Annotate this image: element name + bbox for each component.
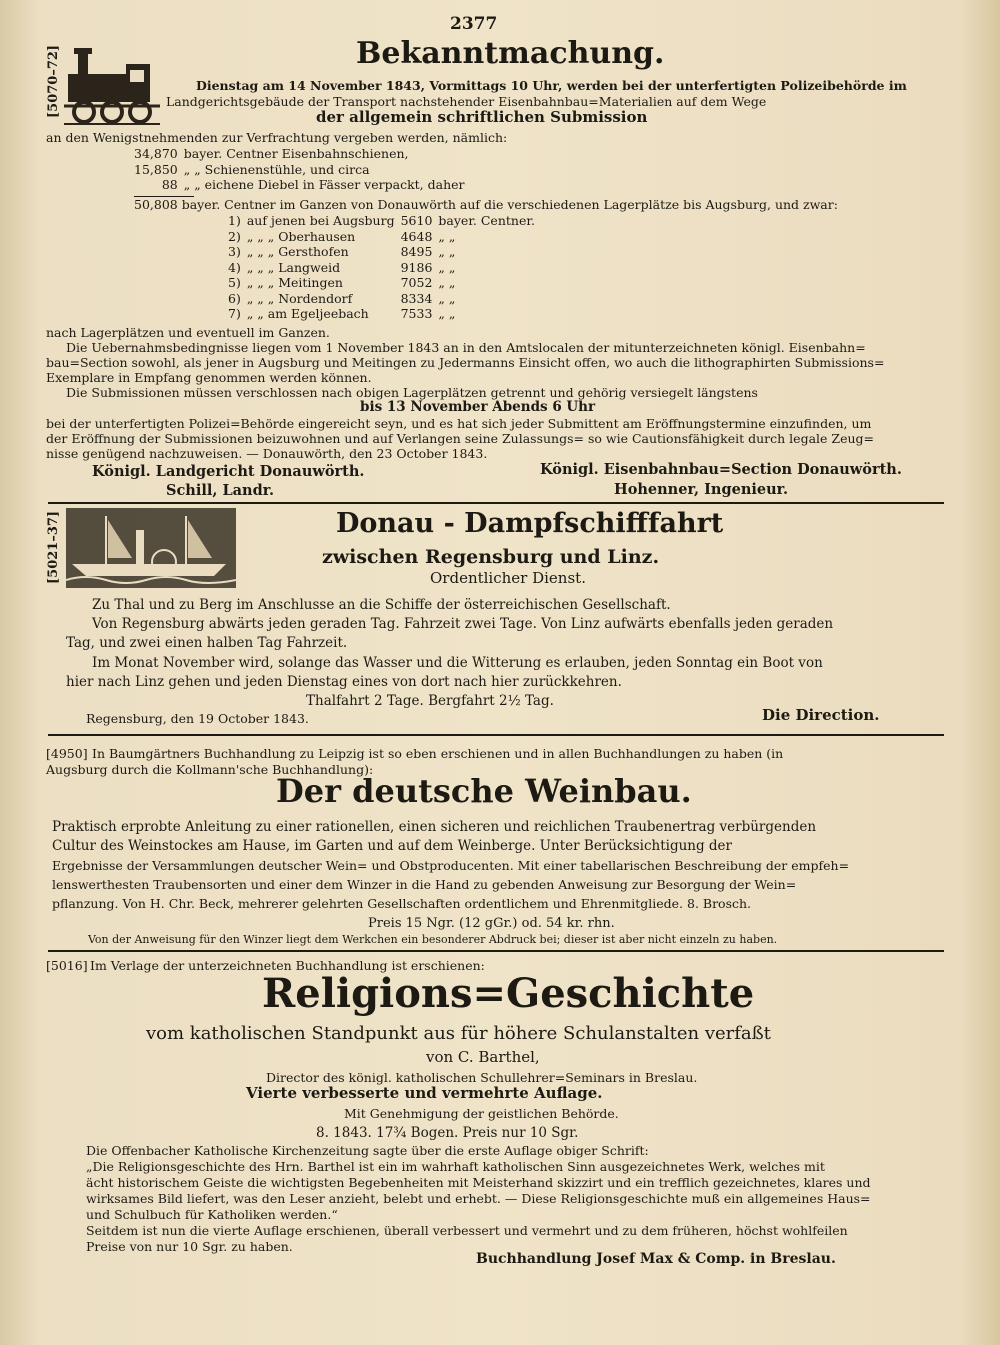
- place-amount: 8495: [400, 244, 433, 259]
- ad4-author-title: Director des königl. katholischen Schullehrer=Seminars in Breslau.: [266, 1070, 698, 1085]
- material-description: „ „ Schienenstühle, und circa: [183, 161, 370, 177]
- table-row: [228, 275, 541, 291]
- page-number: 2377: [450, 14, 498, 34]
- ad3-description: lenswerthesten Traubensorten und einer dem Winzer in die Hand zu gebenden Anweisung zur Besorgung der Wein=: [52, 877, 797, 892]
- place-unit: „ „: [438, 228, 456, 244]
- place-amount: 9186: [400, 259, 433, 275]
- section-divider: [48, 734, 944, 736]
- ad1-paragraph: nisse genügend nachzuweisen. — Donauwörth, den 23 October 1843.: [46, 446, 488, 461]
- table-row: [134, 177, 471, 193]
- steamship-icon: [66, 508, 236, 588]
- place-name: „ „ am Egeljeebach: [246, 306, 369, 321]
- ad1-deadline: bis 13 November Abends 6 Uhr: [360, 399, 596, 415]
- place-name: auf jenen bei Augsburg: [246, 213, 395, 228]
- ad3-description: pflanzung. Von H. Chr. Beck, mehrerer gelehrten Gesellschaften ordentlichem und Ehrenmitgliede. 8. Brosch.: [52, 896, 752, 911]
- ad2-date: Regensburg, den 19 October 1843.: [86, 711, 309, 726]
- ad4-review: „Die Religionsgeschichte des Hrn. Barthel ist ein im wahrhaft katholischen Sinn ausgezeichnetes Werk, welches mit: [86, 1159, 825, 1174]
- ad4-review: Preise von nur 10 Sgr. zu haben.: [86, 1239, 293, 1254]
- ad4-price: 8. 1843. 17¾ Bogen. Preis nur 10 Sgr.: [316, 1125, 579, 1141]
- ad2-subtitle-service: Ordentlicher Dienst.: [430, 569, 586, 587]
- place-amount: 4648: [400, 228, 433, 244]
- section-divider: [48, 950, 944, 952]
- table-row: [228, 213, 541, 229]
- ad4-intro-line: Im Verlage der unterzeichneten Buchhandlung ist erschienen:: [90, 958, 485, 973]
- ad3-note: Von der Anweisung für den Winzer liegt dem Werkchen ein besonderer Abdruck bei; dieser ist aber nicht einzeln zu haben.: [88, 933, 778, 946]
- ad1-total-line: 50,808 bayer. Centner im Ganzen von Donauwörth auf die verschiedenen Lagerplätze bis Augsburg, und zwar:: [134, 197, 838, 212]
- place-number: 3): [228, 244, 241, 259]
- material-description: bayer. Centner Eisenbahnschienen,: [183, 146, 409, 161]
- table-row: [228, 244, 541, 260]
- ad4-review: ächt historischem Geiste die wichtigsten Begebenheiten mit Meisterhand skizzirt und ein trefflich gezeichnetes, klares und: [86, 1175, 871, 1190]
- ad1-paragraph: der Eröffnung der Submissionen beizuwohnen und auf Verlangen seine Zulassungs= so wie Cautionsfähigkeit durch legale Zeug=: [46, 431, 875, 446]
- place-number: 4): [228, 259, 241, 275]
- ad1-paragraph: Die Uebernahmsbedingnisse liegen vom 1 November 1843 an in den Amtslocalen der mitunterzeichneten königl. Eisenbahn=: [66, 340, 866, 355]
- ad4-review: wirksames Bild liefert, was den Leser anzieht, belebt und erhebt. — Diese Religionsgeschichte muß ein allgemeines Haus=: [86, 1191, 871, 1206]
- ad-reference-number: [5016]: [46, 958, 88, 973]
- ad4-review: und Schulbuch für Katholiken werden.“: [86, 1207, 338, 1222]
- table-row: [134, 162, 471, 178]
- ad1-intro-line: Landgerichtsgebäude der Transport nachstehender Eisenbahnbau=Materialien auf dem Wege: [166, 94, 767, 109]
- ad1-paragraph: nach Lagerplätzen und eventuell im Ganzen.: [46, 325, 330, 340]
- place-name: „ „ „ Nordendorf: [246, 290, 353, 306]
- ad2-line: Thalfahrt 2 Tage. Bergfahrt 2½ Tag.: [306, 693, 554, 709]
- table-row: [228, 260, 541, 276]
- ad3-intro-line: Augsburg durch die Kollmann'sche Buchhandlung):: [46, 762, 374, 777]
- place-amount: 5610: [400, 213, 433, 228]
- ad4-signature: Buchhandlung Josef Max & Comp. in Breslau.: [476, 1251, 836, 1267]
- ad1-paragraph: Exemplare in Empfang genommen werden können.: [46, 370, 372, 385]
- place-number: 2): [228, 228, 241, 244]
- place-amount: 8334: [400, 290, 433, 306]
- place-name: „ „ „ Gersthofen: [246, 244, 349, 259]
- place-unit: „ „: [438, 306, 456, 321]
- ad2-line: Von Regensburg abwärts jeden geraden Tag. Fahrzeit zwei Tage. Von Linz aufwärts ebenfalls jeden geraden: [92, 616, 834, 632]
- ad4-review: Die Offenbacher Katholische Kirchenzeitung sagte über die erste Auflage obiger Schrift:: [86, 1143, 649, 1158]
- ad4-author: von C. Barthel,: [426, 1048, 540, 1066]
- place-unit: „ „: [438, 259, 456, 275]
- ad-reference-number: [5021–37]: [46, 510, 61, 584]
- place-unit: „ „: [438, 244, 456, 259]
- ad4-approval: Mit Genehmigung der geistlichen Behörde.: [344, 1106, 619, 1121]
- ad3-description: Cultur des Weinstockes am Hause, im Garten und auf dem Weinberge. Unter Berücksichtigung der: [52, 838, 732, 854]
- ad1-intro-line: Dienstag am 14 November 1843, Vormittags 10 Uhr, werden bei der unterfertigten Polizeibehörde im: [196, 78, 907, 93]
- ad1-intro-line: an den Wenigstnehmenden zur Verfrachtung vergeben werden, nämlich:: [46, 130, 508, 145]
- ad1-paragraph: Die Submissionen müssen verschlossen nach obigen Lagerplätzen getrennt und gehörig versiegelt längstens: [66, 385, 758, 400]
- place-unit: bayer. Centner.: [438, 213, 535, 228]
- ad1-signature-name: Schill, Landr.: [166, 482, 275, 499]
- ad4-edition: Vierte verbesserte und vermehrte Auflage.: [246, 1084, 603, 1102]
- place-amount: 7533: [400, 306, 433, 321]
- table-row: [228, 291, 541, 307]
- ad1-title: Bekanntmachung.: [356, 36, 665, 71]
- ad1-signature-authority: Königl. Landgericht Donauwörth.: [92, 463, 365, 480]
- ad2-signature: Die Direction.: [762, 706, 880, 724]
- ad1-subtitle: der allgemein schriftlichen Submission: [316, 108, 648, 126]
- ad2-line: Im Monat November wird, solange das Wasser und die Witterung es erlauben, jeden Sonntag ein Boot von: [92, 655, 823, 671]
- place-number: 6): [228, 290, 241, 306]
- ad2-line: Tag, und zwei einen halben Tag Fahrzeit.: [66, 635, 348, 651]
- table-row: [134, 146, 471, 162]
- material-description: „ „ eichene Diebel in Fässer verpackt, daher: [183, 177, 465, 192]
- ad1-signature-authority: Königl. Eisenbahnbau=Section Donauwörth.: [540, 461, 902, 478]
- table-row: [228, 229, 541, 245]
- ad2-title: Donau - Dampfschifffahrt: [336, 508, 724, 539]
- ad3-title: Der deutsche Weinbau.: [276, 772, 692, 810]
- place-name: „ „ „ Meitingen: [246, 275, 343, 290]
- place-number: 1): [228, 213, 241, 228]
- ad3-description: Ergebnisse der Versammlungen deutscher Wein= und Obstproducenten. Mit einer tabellarischen Beschreibung der empfeh=: [52, 858, 850, 873]
- ad3-intro-line: In Baumgärtners Buchhandlung zu Leipzig ist so eben erschienen und in allen Buchhandlungen zu haben (in: [92, 746, 784, 761]
- locomotive-icon: [64, 44, 160, 126]
- ad2-line: Zu Thal und zu Berg im Anschlusse an die Schiffe der österreichischen Gesellschaft.: [92, 597, 671, 613]
- place-unit: „ „: [438, 290, 456, 306]
- material-quantity: 88: [161, 177, 178, 192]
- ad3-price: Preis 15 Ngr. (12 gGr.) od. 54 kr. rhn.: [368, 916, 615, 931]
- ad-reference-number: [5070–72]: [46, 44, 61, 118]
- place-amount: 7052: [400, 275, 433, 290]
- ad3-description: Praktisch erprobte Anleitung zu einer rationellen, einen sicheren und reichlichen Traubenertrag verbürgenden: [52, 819, 817, 835]
- place-number: 7): [228, 306, 241, 321]
- ad2-line: hier nach Linz gehen und jeden Dienstag eines von dort nach hier zurückkehren.: [66, 674, 622, 690]
- ad4-title: Religions=Geschichte: [262, 970, 755, 1017]
- material-quantity: 34,870: [134, 146, 178, 161]
- place-name: „ „ „ Langweid: [246, 259, 341, 275]
- storage-places-table: [228, 213, 541, 322]
- section-divider: [48, 502, 944, 504]
- ad1-paragraph: bau=Section sowohl, als jener in Augsburg und Meitingen zu Jedermanns Einsicht offen, wo auch die lithographirten Submissions=: [46, 355, 885, 370]
- ad2-subtitle: zwischen Regensburg und Linz.: [322, 546, 660, 568]
- place-number: 5): [228, 275, 241, 290]
- materials-table: [134, 146, 471, 193]
- place-name: „ „ „ Oberhausen: [246, 228, 356, 244]
- ad-reference-number: [4950]: [46, 746, 88, 761]
- material-quantity: 15,850: [134, 161, 178, 177]
- ad4-subtitle: vom katholischen Standpunkt aus für höhere Schulanstalten verfaßt: [146, 1023, 771, 1044]
- ad4-review: Seitdem ist nun die vierte Auflage erschienen, überall verbessert und vermehrt und zu dem früheren, höchst wohlfeilen: [86, 1223, 848, 1238]
- table-row: [228, 306, 541, 322]
- ad1-paragraph: bei der unterfertigten Polizei=Behörde eingereicht seyn, und es hat sich jeder Submittent am Eröffnungstermine einzufinden, um: [46, 416, 872, 431]
- place-unit: „ „: [438, 275, 456, 290]
- ad1-signature-name: Hohenner, Ingenieur.: [614, 481, 788, 498]
